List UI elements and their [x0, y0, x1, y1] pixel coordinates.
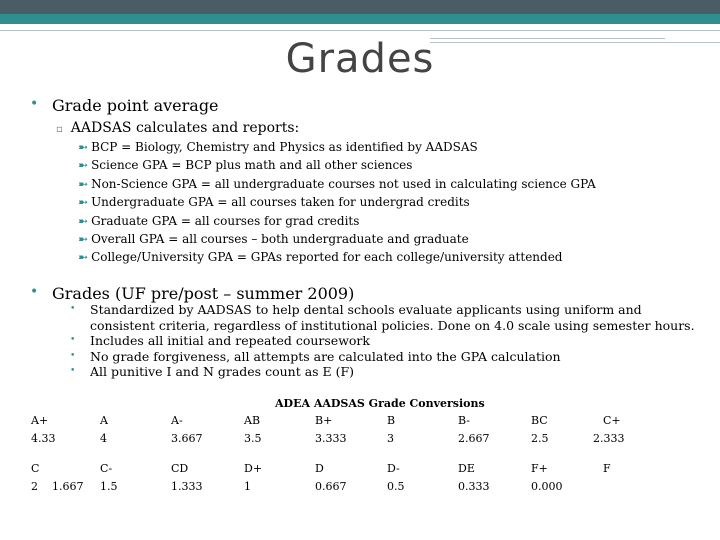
arrow-bullet-icon: ➼ — [78, 213, 89, 228]
grade-label: D+ — [244, 462, 263, 475]
gpa-heading: Grade point average — [52, 96, 219, 115]
grade-label: D — [315, 462, 324, 475]
grade-label: DE — [458, 462, 475, 475]
list-item: • Standardized by AADSAS to help dental schools evaluate applicants using uniform and consistent criteria, regardless of institutional policies. Done on 4.0 scale using semester hours. — [70, 302, 695, 333]
list-item: ➼ Science GPA = BCP plus math and all other sciences — [78, 158, 413, 173]
list-item: • All punitive I and N grades count as E (F) — [70, 364, 355, 379]
grade-value: 3.333 — [315, 432, 347, 445]
grade-value: 2.667 — [458, 432, 490, 445]
header-band — [0, 0, 720, 14]
grade-value: 3 — [387, 432, 394, 445]
grade-value: 2.333 — [593, 432, 625, 445]
uf-items-list — [70, 302, 710, 380]
grade-value: 0.667 — [315, 480, 347, 493]
grade-label: A — [100, 414, 108, 427]
grade-value: 1 — [244, 480, 251, 493]
divider-line — [0, 30, 720, 31]
square-bullet-icon: ▫ — [56, 124, 63, 135]
list-item: • No grade forgiveness, all attempts are calculated into the GPA calculation — [70, 348, 561, 364]
grade-value: 0.5 — [387, 480, 405, 493]
arrow-bullet-icon: ➼ — [78, 250, 89, 265]
arrow-bullet-icon: ➼ — [78, 176, 89, 191]
list-item: ➼ College/University GPA = GPAs reported for each college/university attended — [78, 250, 563, 265]
grade-label: A- — [171, 414, 183, 427]
grade-label: B — [387, 414, 396, 427]
bullet-icon: • — [30, 96, 39, 112]
grade-value: 4 — [100, 432, 107, 445]
grade-value: 3.667 — [171, 432, 203, 445]
list-item: ➼ Undergraduate GPA = all courses taken for undergrad credits — [78, 195, 470, 210]
arrow-bullet-icon: ➼ — [78, 195, 89, 210]
grade-label: F+ — [531, 462, 548, 475]
grade-label: D- — [387, 462, 400, 475]
grade-label: AB — [244, 414, 261, 427]
bullet-icon: • — [70, 335, 76, 345]
grade-value: 2.5 — [531, 432, 549, 445]
list-item: ➼ Graduate GPA = all courses for grad credits — [78, 213, 360, 228]
list-item: ➼ Non-Science GPA = all undergraduate courses not used in calculating science GPA — [78, 176, 596, 191]
list-item: ➼ Overall GPA = all courses – both undergraduate and graduate — [78, 232, 469, 247]
grade-value: 0.000 — [531, 480, 563, 493]
bullet-icon: • — [70, 366, 76, 376]
arrow-bullet-icon: ➼ — [78, 140, 89, 154]
bullet-icon: • — [70, 350, 76, 361]
grade-value: 3.5 — [244, 432, 262, 445]
gpa-subheading: ▫ AADSAS calculates and reports: — [56, 120, 300, 136]
grade-label: C+ — [603, 414, 621, 427]
bullet-icon: • — [70, 304, 76, 314]
header-accent-band — [0, 14, 720, 24]
grade-label: C- — [100, 462, 113, 475]
grade-value: 1.333 — [171, 480, 203, 493]
gpa-items-list — [78, 138, 596, 267]
grade-value: 0.333 — [458, 480, 490, 493]
list-item: ➼ BCP = Biology, Chemistry and Physics as identified by AADSAS — [78, 140, 478, 154]
grade-label: F — [603, 462, 611, 475]
page-title: Grades — [285, 36, 435, 82]
grade-label: B+ — [315, 414, 333, 427]
grade-label: BC — [531, 414, 548, 427]
grade-label: C — [31, 462, 40, 475]
grade-value: 4.33 — [31, 432, 56, 445]
grade-value: 1.667 — [52, 480, 84, 493]
grade-label: CD — [171, 462, 189, 475]
bullet-icon: • — [30, 284, 39, 300]
conversion-title: ADEA AADSAS Grade Conversions — [275, 397, 485, 410]
grade-label: A+ — [31, 414, 49, 427]
grade-value: 2 — [31, 480, 38, 493]
grade-value: 1.5 — [100, 480, 118, 493]
list-item: • Includes all initial and repeated coursework — [70, 333, 370, 348]
uf-heading: Grades (UF pre/post – summer 2009) — [52, 284, 355, 303]
arrow-bullet-icon: ➼ — [78, 232, 89, 247]
grade-label: B- — [458, 414, 471, 427]
arrow-bullet-icon: ➼ — [78, 158, 89, 173]
